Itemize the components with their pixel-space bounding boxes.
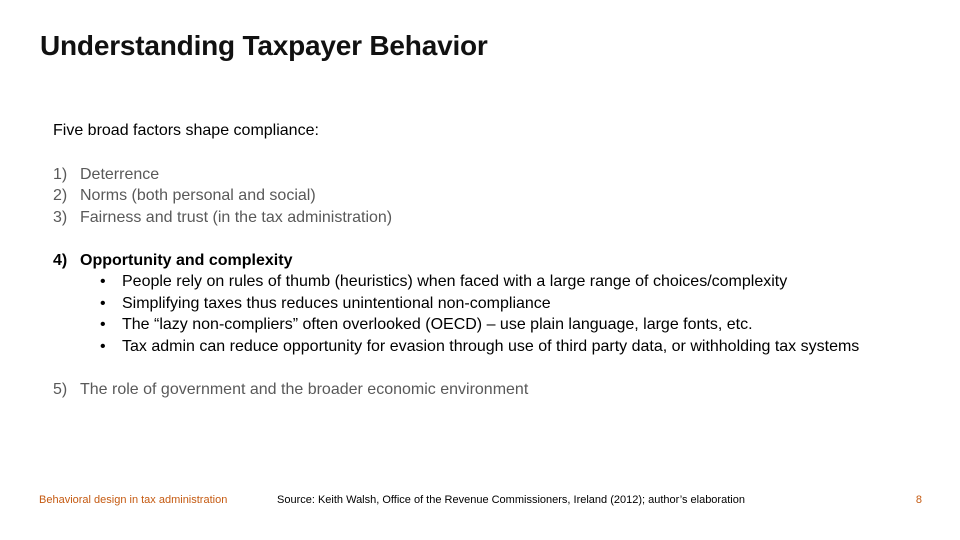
bullet-item [53,314,933,336]
factor-text: Norms (both personal and social) [80,187,316,204]
factor-text: Deterrence [80,165,160,183]
bullet-item [53,271,933,293]
factor-text: Opportunity and complexity [80,251,293,269]
slide-title: Understanding Taxpayer Behavior [40,30,488,61]
bullet-item [53,293,933,315]
bullet-text: Simplifying taxes thus reduces unintentional non-compliance [122,294,551,312]
bullet-text: People rely on rules of thumb (heuristics) when faced with a large range of choices/complexity [122,273,788,290]
factor-number: 2) [53,187,68,204]
factor-list-1-3 [53,164,933,229]
slide-content [53,120,933,400]
factor-item-3 [53,207,933,229]
factor-item-1 [53,164,933,186]
bullet-item [53,336,933,358]
bullet-dot: • [100,294,106,312]
factor-item-2 [53,185,933,207]
factor-text: The role of government and the broader economic environment [80,380,529,398]
page-number: 8 [915,494,922,506]
factor-4-block [53,250,933,358]
factor-number: 3) [53,208,68,226]
footer-deck-title: Behavioral design in tax administration [39,494,228,506]
factor-4-bullets [53,271,933,357]
bullet-dot: • [100,273,106,290]
intro-text: Five broad factors shape compliance: [53,122,319,139]
factor-number: 1) [53,165,68,183]
bullet-text: The “lazy non-compliers” often overlooked (OECD) – use plain language, large fonts, etc. [122,316,753,333]
factor-item-5 [53,379,933,401]
factor-item-4 [53,250,933,272]
bullet-text: Tax admin can reduce opportunity for evasion through use of third party data, or withholding tax systems [122,337,860,355]
bullet-dot: • [100,316,106,333]
factor-text: Fairness and trust (in the tax administration) [80,208,393,226]
factor-number: 5) [53,380,68,398]
bullet-dot: • [100,337,106,355]
footer-source: Source: Keith Walsh, Office of the Revenue Commissioners, Ireland (2012); author’s elaboration [277,494,745,506]
factor-number: 4) [53,251,68,269]
